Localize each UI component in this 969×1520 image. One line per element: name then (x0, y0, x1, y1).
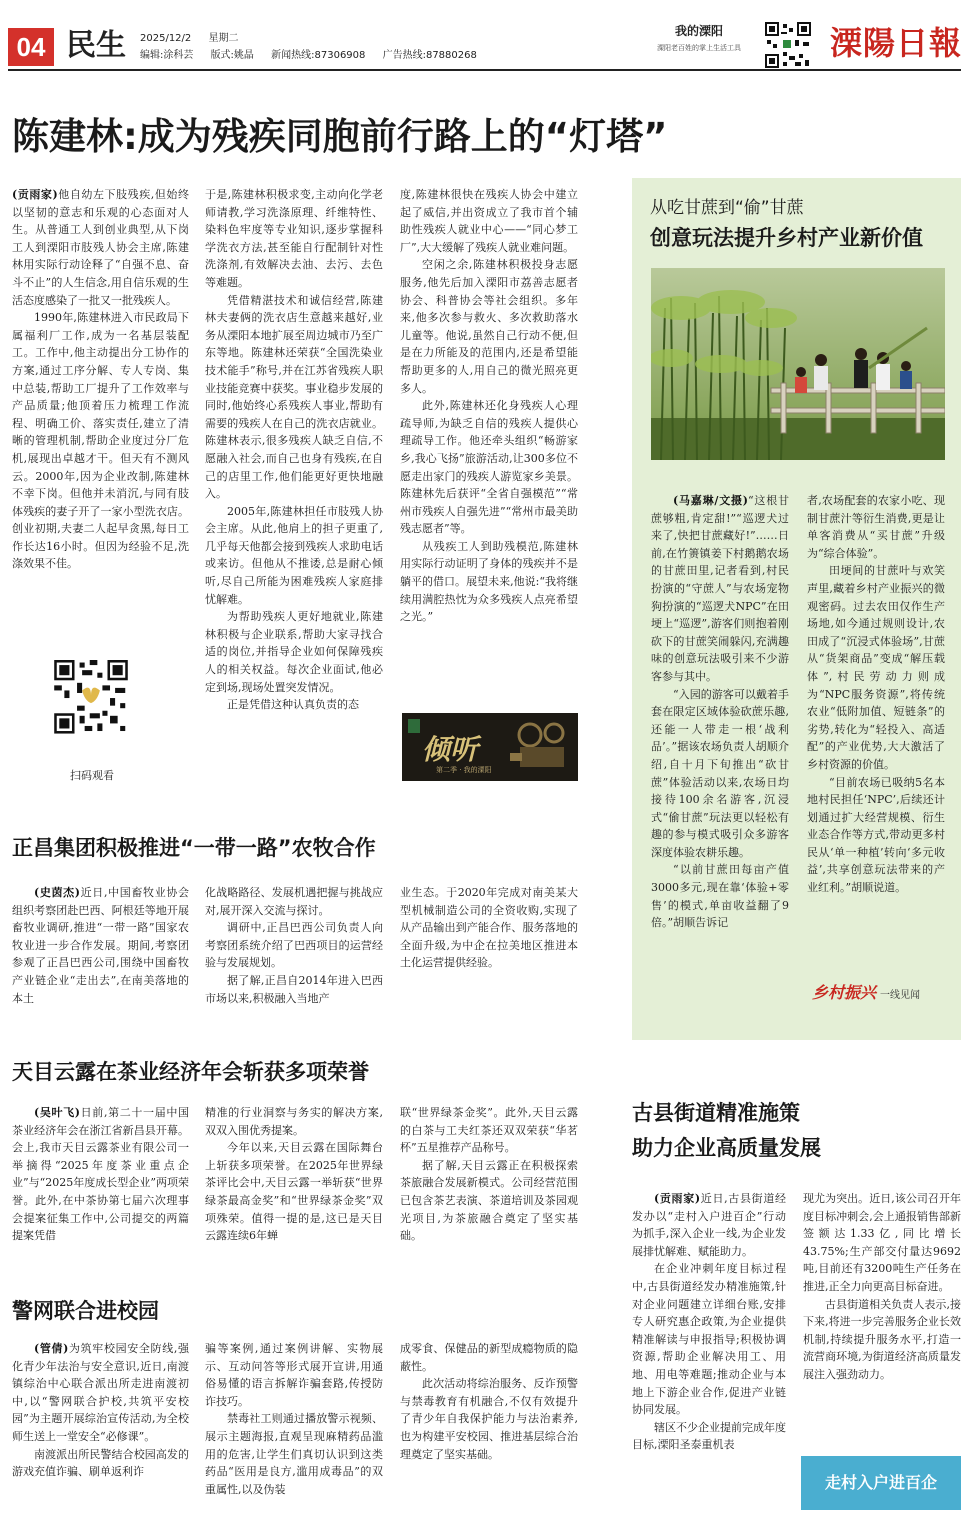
sidebar-subtitle: 从吃甘蔗到“偷”甘蔗 (650, 198, 804, 218)
article2-col2 (205, 884, 383, 1007)
sidebar-byline: (马嘉琳/文摄) (673, 494, 748, 507)
issue-weekday: 星期二 (208, 33, 239, 44)
paragraph: 辖区不少企业提前完成年度目标,溧阳圣泰重机表 (632, 1420, 786, 1452)
paragraph: 古县街道相关负责人表示,接下来,将进一步完善服务企业长效机制,持续提升服务水平,打造一流营商环境,为街道经济高质量发展注入强劲动力。 (803, 1297, 961, 1381)
article3-col3 (400, 1104, 578, 1245)
issue-meta (140, 29, 252, 44)
article3-headline: 天目云露在茶业经济年会斩获多项荣誉 (12, 1060, 369, 1084)
article2-byline: (史茵杰) (34, 886, 81, 899)
masthead: 溧陽日報 (830, 24, 963, 62)
paragraph: 近日,中国畜牧业协会组织考察团赴巴西、阿根廷等地开展畜牧业调研,推进“一带一路”国家农牧业进一步合作发展。期间,考察团参观了正昌巴西公司,围绕中国畜牧产业链企业“走出去”,在南美落地的本土 (12, 886, 189, 1005)
article4-col1 (12, 1340, 189, 1481)
news-hotline: 新闻热线:87306908 (271, 50, 366, 61)
paragraph: 禁毒社工则通过播放警示视频、展示主题海报,直观呈现麻精药品滥用的危害,让学生们真切认识到这类药品“医用是良方,滥用成毒品”的双重属性,以及伪装 (205, 1412, 383, 1496)
lead-article-col3 (400, 186, 578, 626)
article3-col1 (12, 1104, 189, 1245)
tag-title: 乡村振兴 (812, 983, 877, 1002)
tag-subtitle: 一线见闻 (880, 990, 921, 1001)
paragraph: 业生态。于2020年完成对南美某大型机械制造公司的全资收购,实现了从产品输出到产能合作、服务落地的全面升级,为中企在拉美地区推进本土化运营提供经验。 (400, 886, 578, 970)
rural-revival-tag (812, 980, 920, 1003)
sidebar-title: 创意玩法提升乡村产业新价值 (650, 226, 923, 250)
lead-headline: 陈建林:成为残疾同胞前行路上的“灯塔” (12, 115, 668, 158)
ad-title: 倾听 (422, 733, 479, 766)
paragraph: 南渡派出所民警结合校园高发的游戏充值诈骗、刷单返利诈 (12, 1447, 189, 1479)
paragraph: 为筑牢校园安全防线,强化青少年法治与安全意识,近日,南渡镇综治中心联合派出所走进南渡初中,以“警网联合护校,共筑平安校园”为主题开展综治宣传活动,为全校师生送上一堂安全“必修课”。 (12, 1342, 189, 1443)
paragraph: “以前甘蔗田每亩产值3000多元,现在靠‘体验+零售’的模式,单亩收益翻了9倍。”胡顺告诉记 (651, 863, 789, 930)
section-name: 民生 (66, 28, 126, 63)
ad-subtitle: 第二季 · 我的溧阳 (436, 766, 492, 774)
article5-byline: (贡雨家) (654, 1192, 701, 1205)
article2-col3 (400, 884, 578, 972)
paragraph: 此次活动将综治服务、反诈预警与禁毒教育有机融合,不仅有效提升了青少年自我保护能力与法治素养,也为构建平安校园、推进基层综合治理奠定了坚实基础。 (400, 1377, 578, 1461)
lead-article-col2 (205, 186, 383, 714)
paragraph: 空闲之余,陈建林积极投身志愿服务,他先后加入溧阳市荔善志愿者协会、科普协会等社会组织。多年来,他多次参与救火、多次救助落水儿童等。他说,虽然自己行动不便,但是在力所能及的范围内,还是希望能帮助更多的人,用自己的微光照亮更多人。 (400, 258, 578, 395)
article5-col2 (803, 1190, 961, 1384)
article5-headline-line2: 助力企业高质量发展 (632, 1136, 821, 1160)
paragraph: 据了解,天目云露正在积极探索茶旅融合发展新模式。公司经营范围已包含茶艺表演、茶道培训及茶园观光项目,为茶旅融合奠定了坚实基础。 (400, 1158, 578, 1243)
paragraph: 度,陈建林很快在残疾人协会中建立起了威信,并出资成立了我市首个辅助性残疾人就业中心——“同心梦工厂”,大大缓解了残疾人就业难问题。 (400, 188, 578, 254)
lead-byline: (贡雨家) (12, 188, 58, 201)
article5-col1 (632, 1190, 786, 1454)
podcast-ad[interactable] (402, 713, 578, 781)
paragraph: 成零食、保健品的新型成瘾物质的隐蔽性。 (400, 1342, 578, 1373)
paragraph: 者,农场配套的农家小吃、现制甘蔗汁等衍生消费,更是让单客消费从“买甘蔗”升级为“综合体验”。 (807, 494, 945, 560)
page-number: 04 (8, 28, 54, 66)
paragraph: 田埂间的甘蔗叶与欢笑声里,藏着乡村产业振兴的微观密码。过去农田仅作生产场地,如今通过规则设计,农田成了“沉浸式体验场”,甘蔗从“货架商品”变成“解压载体”,村民劳动力则成为“NPC服务资源”,将传统农业“低附加值、短链条”的劣势,转化为“轻投入、高适配”的产业优势,大大激活了乡村资源的价值。 (807, 564, 945, 771)
paragraph: 近日,古县街道经发办以“走村入户进百企”行动为抓手,深入企业一线,为企业发展排忧解难、赋能助力。 (632, 1192, 786, 1258)
app-promo (640, 22, 758, 53)
article2-col1 (12, 884, 189, 1007)
paragraph: “入园的游客可以戴着手套在限定区域体验砍蔗乐趣,还能一人带走一根‘战利品’。”据该农场负责人胡顺介绍,自十月下旬推出“砍甘蔗”体验活动以来,农场日均接待100余名游客,沉浸式“偷甘蔗”玩法更以轻松有趣的参与模式吸引众多游客深度体验农耕乐趣。 (651, 687, 789, 859)
paragraph: 在企业冲刺年度目标过程中,古县街道经发办精准施策,针对企业问题建立详细台账,安排专人研究惠企政策,为企业提供精准解读与申报指导;积极协调资源,帮助企业解决用工、用地、用电等难题;推动企业与本地上下游企业合作,促进产业链协同发展。 (632, 1262, 786, 1417)
app-slogan: 溧阳老百姓的掌上生活工具 (657, 44, 741, 52)
sidebar-col2 (807, 492, 945, 897)
paragraph: 骗等案例,通过案例讲解、实物展示、互动问答等形式展开宣讲,用通俗易懂的语言拆解诈骗套路,传授防诈技巧。 (205, 1342, 383, 1408)
app-name: 我的溧阳 (674, 24, 723, 38)
paragraph: “目前农场已吸纳5名本地村民担任‘NPC’,后续还计划通过扩大经营规模、衍生业态合作等方式,带动更多村民从‘单一种植’转向‘多元收益’,共享创意玩法带来的产业红利。”胡顺说道。 (807, 775, 945, 895)
paragraph: 2005年,陈建林担任市肢残人协会主席。从此,他肩上的担子更重了,几乎每天他都会接到残疾人求助电话或来访。但他从不推诿,总是耐心倾听,尽自己所能为困难残疾人家庭排忧解难。 (205, 504, 383, 606)
article4-col2 (205, 1340, 383, 1498)
app-qr-code-icon[interactable] (763, 20, 813, 70)
paragraph: 正是凭借这种认真负责的态 (227, 698, 359, 712)
paragraph: 据了解,正昌自2014年进入巴西市场以来,积极融入当地产 (205, 973, 383, 1005)
article3-byline: (吴叶飞) (34, 1106, 81, 1119)
paragraph: 化战略路径、发展机遇把握与挑战应对,展开深入交流与探讨。 (205, 886, 383, 917)
paragraph: 于是,陈建林积极求变,主动向化学老师请教,学习洗涤原理、纤维特性、染料色牢度等专业知识,逐步掌握科学洗衣方法,甚至能自行配制针对性洗涤剂,有效解决去油、去污、去色等难题。 (205, 188, 383, 289)
layout-editor: 版式:姚晶 (210, 50, 254, 61)
editorial-meta (140, 46, 491, 61)
paragraph: 今年以来,天目云露在国际舞台上斩获多项荣誉。在2025年世界绿茶评比会中,天目云露一举斩获“世界绿茶最高金奖”和“世界绿茶金奖”双项殊荣。值得一提的是,这已是天目云露连续6年蝉 (205, 1141, 383, 1243)
paragraph: 现尤为突出。近日,该公司召开年度目标冲刺会,会上通报销售部新签额达1.33亿,同比增长43.75%;生产部交付量达9692吨,目前还有3200吨生产任务在推进,正全力向更高目标奋进。 (803, 1192, 961, 1293)
paragraph: 1990年,陈建林进入市民政局下属福利厂工作,成为一名基层装配工。工作中,他主动提出分工协作的方案,通过工序分解、专人专岗、集中总装,帮助工厂提升了工作效率与产品质量;他顶着压力梳理工作流程、明确工价、落实责任,建立了清晰的管理机制,帮助企业度过分厂危机,展现出卓越才干。但天有不测风云。2000年,因为企业改制,陈建林不幸下岗。但他并未消沉,与同有肢体残疾的妻子开了一家小型洗衣店。创业初期,夫妻二人起早贪黑,每日工作长达16小时。但因为经验不足,洗涤效果不佳。 (12, 311, 189, 571)
paragraph: 日前,第二十一届中国茶业经济年会在浙江省新昌县开幕。会上,我市天目云露茶业有限公司一举摘得“2025年度茶业重点企业”与“2025年度成长型企业”两项荣誉。此外,在中茶协第七届六次理事会提案征集工作中,公司提交的两篇提案凭借 (12, 1106, 189, 1243)
page-header (0, 0, 969, 72)
article4-col3 (400, 1340, 578, 1463)
video-qr-code-icon[interactable] (54, 660, 128, 764)
paragraph: 此外,陈建林还化身残疾人心理疏导师,为缺乏自信的残疾人提供心理疏导工作。他还牵头组织“畅游家乡,我心飞扬”旅游活动,让300多位不愿走出家门的残疾人游览家乡美景。陈建林先后获评“全省自强模范”“常州市残疾人自强先进”“常州市最美助残志愿者”等。 (400, 399, 578, 536)
article2-headline: 正昌集团积极推进“一带一路”农牧合作 (12, 836, 376, 860)
paragraph: 凭借精湛技术和诚信经营,陈建林夫妻俩的洗衣店生意越来越好,业务从溧阳本地扩展至周边城市乃至广东等地。陈建林还荣获“全国洗染业技术能手”称号,并在江苏省残疾人职业技能竞赛中获奖。事业稳步发展的同时,他始终心系残疾人事业,帮助有需要的残疾人在自己的洗衣店就业。陈建林表示,很多残疾人缺乏自信,不愿融入社会,而自己也身有残疾,在自己的店里工作,他们能更好更快地融入。 (205, 293, 383, 501)
header-rule (8, 69, 961, 71)
sugarcane-field-photo (651, 268, 945, 460)
paragraph: “这根甘蔗够粗,肯定甜!”“巡逻犬过来了,快把甘蔗藏好!”……日前,在竹箦镇姜下村鹅鹅农场的甘蔗田里,记者看到,村民扮演的“守蔗人”与农场宠物狗扮演的“巡逻犬NPC”在田埂上“巡逻”,游客们则抱着刚砍下的甘蔗笑闹躲闪,充满趣味的创意玩法吸引来不少游客参与其中。 (651, 494, 789, 683)
article4-headline: 警网联合进校园 (12, 1299, 159, 1323)
editor: 编辑:涂科芸 (140, 50, 194, 61)
ad-hotline: 广告热线:87880268 (382, 50, 477, 61)
campaign-banner[interactable]: 走村入户进百企 (801, 1456, 961, 1510)
paragraph: 联“世界绿茶金奖”。此外,天目云露的白茶与工夫红茶还双双荣获“华茗杯”五星推荐产品称号。 (400, 1106, 578, 1155)
qr-caption: 扫码观看 (70, 769, 114, 782)
lead-article-col1 (12, 186, 189, 573)
issue-date: 2025/12/2 (140, 33, 192, 44)
sidebar-col1 (651, 492, 789, 932)
feature-sidebar (632, 178, 961, 1040)
paragraph: 从残疾工人到助残模范,陈建林用实际行动证明了身体的残疾并不是躺平的借口。展望未来,他说:“我将继续用满腔热忱为众多残疾人点亮希望之光。” (400, 539, 578, 624)
article3-col2 (205, 1104, 383, 1245)
article5-headline-line1: 古县街道精准施策 (632, 1101, 800, 1125)
paragraph: 精准的行业洞察与务实的解决方案,双双入围优秀提案。 (205, 1106, 383, 1137)
article4-byline: (管倩) (34, 1342, 69, 1355)
paragraph: 调研中,正昌巴西公司负责人向考察团系统介绍了巴西项目的运营经验与发展规划。 (205, 921, 383, 970)
paragraph: 他自幼左下肢残疾,但始终以坚韧的意志和乐观的心态面对人生。从普通工人到创业典型,从下岗工人到溧阳市肢残人协会主席,陈建林用实际行动诠释了“自强不息、奋斗不止”的人生信念,用自信乐观的生活态度感染了一批又一批残疾人。 (12, 188, 189, 307)
paragraph: 为帮助残疾人更好地就业,陈建林积极与企业联系,帮助大家寻找合适的岗位,并指导企业如何保障残疾人的相关权益。每次企业面试,他必定到场,现场处置突发情况。 (205, 610, 383, 694)
